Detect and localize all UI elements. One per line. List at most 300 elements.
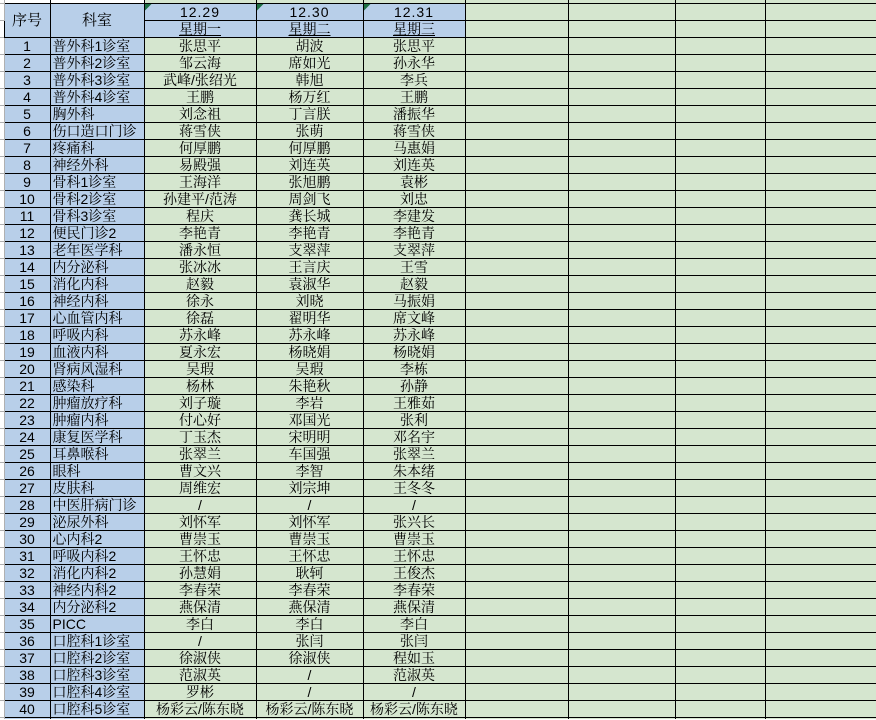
- row-number-cell[interactable]: 4: [4, 89, 50, 106]
- doctor-cell-mon[interactable]: 吴瑕: [144, 361, 256, 378]
- department-cell[interactable]: 骨科3诊室: [50, 208, 144, 225]
- department-cell[interactable]: 消化内科2: [50, 565, 144, 582]
- department-cell[interactable]: 口腔科4诊室: [50, 684, 144, 701]
- department-cell[interactable]: 呼吸内科: [50, 327, 144, 344]
- department-cell[interactable]: 肾病风湿科: [50, 361, 144, 378]
- empty-cell[interactable]: [568, 531, 675, 548]
- empty-cell[interactable]: [675, 429, 765, 446]
- row-number-cell[interactable]: 6: [4, 123, 50, 140]
- doctor-cell-mon[interactable]: 刘子璇: [144, 395, 256, 412]
- empty-cell[interactable]: [675, 684, 765, 701]
- doctor-cell-wed[interactable]: 范淑英: [363, 667, 465, 684]
- empty-cell[interactable]: [765, 55, 876, 72]
- department-cell[interactable]: 神经外科: [50, 157, 144, 174]
- empty-cell[interactable]: [765, 89, 876, 106]
- doctor-cell-tue[interactable]: /: [256, 667, 363, 684]
- empty-cell[interactable]: [765, 616, 876, 633]
- doctor-cell-mon[interactable]: 张思平: [144, 38, 256, 55]
- empty-cell[interactable]: [465, 599, 568, 616]
- empty-cell[interactable]: [568, 361, 675, 378]
- doctor-cell-wed[interactable]: 潘振华: [363, 106, 465, 123]
- empty-cell[interactable]: [568, 38, 675, 55]
- department-cell[interactable]: 老年医学科: [50, 242, 144, 259]
- empty-cell[interactable]: [568, 157, 675, 174]
- row-number-cell[interactable]: 40: [4, 701, 50, 718]
- department-cell[interactable]: 胸外科: [50, 106, 144, 123]
- doctor-cell-tue[interactable]: 朱艳秋: [256, 378, 363, 395]
- doctor-cell-mon[interactable]: 邹云海: [144, 55, 256, 72]
- empty-cell[interactable]: [675, 140, 765, 157]
- empty-cell[interactable]: [675, 55, 765, 72]
- row-number-cell[interactable]: 26: [4, 463, 50, 480]
- doctor-cell-mon[interactable]: 李艳青: [144, 225, 256, 242]
- department-cell[interactable]: 骨科2诊室: [50, 191, 144, 208]
- empty-cell[interactable]: [675, 123, 765, 140]
- header-weekday-wed[interactable]: [363, 21, 465, 38]
- empty-cell[interactable]: [765, 72, 876, 89]
- doctor-cell-tue[interactable]: 刘晓: [256, 293, 363, 310]
- doctor-cell-mon[interactable]: 罗彬: [144, 684, 256, 701]
- empty-cell[interactable]: [568, 667, 675, 684]
- empty-cell[interactable]: [675, 157, 765, 174]
- header-weekday-mon[interactable]: [144, 21, 256, 38]
- doctor-cell-mon[interactable]: 付心好: [144, 412, 256, 429]
- empty-cell[interactable]: [765, 684, 876, 701]
- empty-cell[interactable]: [568, 599, 675, 616]
- row-number-cell[interactable]: 10: [4, 191, 50, 208]
- row-number-cell[interactable]: 30: [4, 531, 50, 548]
- doctor-cell-mon[interactable]: 王海洋: [144, 174, 256, 191]
- empty-cell[interactable]: [675, 378, 765, 395]
- doctor-cell-tue[interactable]: 李白: [256, 616, 363, 633]
- empty-cell[interactable]: [465, 361, 568, 378]
- empty-cell[interactable]: [675, 327, 765, 344]
- empty-cell[interactable]: [675, 582, 765, 599]
- empty-cell[interactable]: [675, 225, 765, 242]
- empty-cell[interactable]: [568, 21, 675, 38]
- empty-cell[interactable]: [765, 38, 876, 55]
- row-number-cell[interactable]: 28: [4, 497, 50, 514]
- empty-cell[interactable]: [765, 174, 876, 191]
- department-cell[interactable]: 便民门诊2: [50, 225, 144, 242]
- doctor-cell-mon[interactable]: /: [144, 497, 256, 514]
- empty-cell[interactable]: [465, 395, 568, 412]
- empty-cell[interactable]: [675, 497, 765, 514]
- doctor-cell-wed[interactable]: /: [363, 684, 465, 701]
- empty-cell[interactable]: [568, 395, 675, 412]
- empty-cell[interactable]: [568, 616, 675, 633]
- doctor-cell-tue[interactable]: 周剑飞: [256, 191, 363, 208]
- doctor-cell-mon[interactable]: 潘永恒: [144, 242, 256, 259]
- doctor-cell-wed[interactable]: 刘连英: [363, 157, 465, 174]
- empty-cell[interactable]: [465, 89, 568, 106]
- empty-cell[interactable]: [765, 327, 876, 344]
- empty-cell[interactable]: [568, 378, 675, 395]
- empty-cell[interactable]: [465, 4, 568, 21]
- doctor-cell-mon[interactable]: 徐永: [144, 293, 256, 310]
- empty-cell[interactable]: [675, 616, 765, 633]
- empty-cell[interactable]: [465, 701, 568, 718]
- doctor-cell-tue[interactable]: 刘连英: [256, 157, 363, 174]
- empty-cell[interactable]: [568, 123, 675, 140]
- doctor-cell-mon[interactable]: 李春荣: [144, 582, 256, 599]
- doctor-cell-mon[interactable]: 张冰冰: [144, 259, 256, 276]
- empty-cell[interactable]: [465, 123, 568, 140]
- empty-cell[interactable]: [765, 378, 876, 395]
- empty-cell[interactable]: [465, 429, 568, 446]
- doctor-cell-mon[interactable]: /: [144, 633, 256, 650]
- empty-cell[interactable]: [568, 293, 675, 310]
- row-number-cell[interactable]: 29: [4, 514, 50, 531]
- empty-cell[interactable]: [765, 106, 876, 123]
- doctor-cell-tue[interactable]: 何厚鹏: [256, 140, 363, 157]
- empty-cell[interactable]: [675, 276, 765, 293]
- empty-cell[interactable]: [675, 310, 765, 327]
- doctor-cell-mon[interactable]: 燕保清: [144, 599, 256, 616]
- empty-cell[interactable]: [465, 55, 568, 72]
- department-cell[interactable]: 肿瘤内科: [50, 412, 144, 429]
- doctor-cell-wed[interactable]: 王怀忠: [363, 548, 465, 565]
- empty-cell[interactable]: [765, 650, 876, 667]
- doctor-cell-wed[interactable]: 孙永华: [363, 55, 465, 72]
- department-cell[interactable]: 皮肤科: [50, 480, 144, 497]
- department-cell[interactable]: 泌尿外科: [50, 514, 144, 531]
- doctor-cell-tue[interactable]: 燕保清: [256, 599, 363, 616]
- doctor-cell-tue[interactable]: 杨彩云/陈东晓: [256, 701, 363, 718]
- doctor-cell-wed[interactable]: 李栋: [363, 361, 465, 378]
- doctor-cell-wed[interactable]: /: [363, 497, 465, 514]
- empty-cell[interactable]: [675, 531, 765, 548]
- doctor-cell-mon[interactable]: 赵毅: [144, 276, 256, 293]
- empty-cell[interactable]: [765, 310, 876, 327]
- row-number-cell[interactable]: 2: [4, 55, 50, 72]
- doctor-cell-tue[interactable]: 王怀忠: [256, 548, 363, 565]
- empty-cell[interactable]: [765, 480, 876, 497]
- department-cell[interactable]: 心内科2: [50, 531, 144, 548]
- doctor-cell-tue[interactable]: 张萌: [256, 123, 363, 140]
- empty-cell[interactable]: [465, 514, 568, 531]
- row-number-cell[interactable]: 21: [4, 378, 50, 395]
- empty-cell[interactable]: [465, 565, 568, 582]
- doctor-cell-tue[interactable]: 张旭鹏: [256, 174, 363, 191]
- empty-cell[interactable]: [765, 667, 876, 684]
- department-cell[interactable]: 神经内科: [50, 293, 144, 310]
- empty-cell[interactable]: [765, 429, 876, 446]
- row-number-cell[interactable]: 18: [4, 327, 50, 344]
- doctor-cell-mon[interactable]: 刘念祖: [144, 106, 256, 123]
- doctor-cell-wed[interactable]: 张翠兰: [363, 446, 465, 463]
- empty-cell[interactable]: [465, 21, 568, 38]
- doctor-cell-wed[interactable]: 赵毅: [363, 276, 465, 293]
- empty-cell[interactable]: [675, 259, 765, 276]
- empty-cell[interactable]: [765, 599, 876, 616]
- empty-cell[interactable]: [675, 548, 765, 565]
- department-cell[interactable]: 内分泌科2: [50, 599, 144, 616]
- empty-cell[interactable]: [675, 650, 765, 667]
- empty-cell[interactable]: [465, 276, 568, 293]
- row-number-cell[interactable]: 24: [4, 429, 50, 446]
- empty-cell[interactable]: [568, 684, 675, 701]
- empty-cell[interactable]: [675, 412, 765, 429]
- empty-cell[interactable]: [465, 633, 568, 650]
- doctor-cell-mon[interactable]: 曹文兴: [144, 463, 256, 480]
- doctor-cell-wed[interactable]: 支翠萍: [363, 242, 465, 259]
- department-cell[interactable]: 普外科2诊室: [50, 55, 144, 72]
- doctor-cell-wed[interactable]: 蒋雪侠: [363, 123, 465, 140]
- doctor-cell-tue[interactable]: 胡波: [256, 38, 363, 55]
- empty-cell[interactable]: [465, 616, 568, 633]
- empty-cell[interactable]: [568, 633, 675, 650]
- doctor-cell-wed[interactable]: 李艳青: [363, 225, 465, 242]
- empty-cell[interactable]: [765, 531, 876, 548]
- doctor-cell-wed[interactable]: 程如玉: [363, 650, 465, 667]
- row-number-cell[interactable]: 11: [4, 208, 50, 225]
- empty-cell[interactable]: [465, 667, 568, 684]
- header-date-wed[interactable]: [363, 4, 465, 21]
- doctor-cell-mon[interactable]: 蒋雪侠: [144, 123, 256, 140]
- empty-cell[interactable]: [568, 446, 675, 463]
- empty-cell[interactable]: [568, 208, 675, 225]
- doctor-cell-wed[interactable]: 杨彩云/陈东晓: [363, 701, 465, 718]
- empty-cell[interactable]: [568, 242, 675, 259]
- empty-cell[interactable]: [765, 412, 876, 429]
- row-number-cell[interactable]: 22: [4, 395, 50, 412]
- empty-cell[interactable]: [765, 293, 876, 310]
- department-cell[interactable]: 口腔科2诊室: [50, 650, 144, 667]
- doctor-cell-tue[interactable]: 刘宗坤: [256, 480, 363, 497]
- header-weekday-tue[interactable]: [256, 21, 363, 38]
- doctor-cell-wed[interactable]: 李白: [363, 616, 465, 633]
- empty-cell[interactable]: [465, 480, 568, 497]
- empty-cell[interactable]: [465, 242, 568, 259]
- department-cell[interactable]: 神经内科2: [50, 582, 144, 599]
- row-number-cell[interactable]: 5: [4, 106, 50, 123]
- doctor-cell-tue[interactable]: 邓国光: [256, 412, 363, 429]
- empty-cell[interactable]: [765, 514, 876, 531]
- doctor-cell-tue[interactable]: 杨晓娟: [256, 344, 363, 361]
- row-number-cell[interactable]: 27: [4, 480, 50, 497]
- empty-cell[interactable]: [465, 531, 568, 548]
- doctor-cell-mon[interactable]: 杨林: [144, 378, 256, 395]
- doctor-cell-mon[interactable]: 徐磊: [144, 310, 256, 327]
- doctor-cell-mon[interactable]: 张翠兰: [144, 446, 256, 463]
- doctor-cell-tue[interactable]: 韩旭: [256, 72, 363, 89]
- empty-cell[interactable]: [675, 4, 765, 21]
- empty-cell[interactable]: [675, 446, 765, 463]
- doctor-cell-tue[interactable]: 李春荣: [256, 582, 363, 599]
- doctor-cell-wed[interactable]: 邓名宇: [363, 429, 465, 446]
- empty-cell[interactable]: [465, 38, 568, 55]
- department-cell[interactable]: 疼痛科: [50, 140, 144, 157]
- doctor-cell-tue[interactable]: 席如光: [256, 55, 363, 72]
- empty-cell[interactable]: [465, 259, 568, 276]
- doctor-cell-wed[interactable]: 朱本绪: [363, 463, 465, 480]
- doctor-cell-mon[interactable]: 夏永宏: [144, 344, 256, 361]
- empty-cell[interactable]: [675, 599, 765, 616]
- doctor-cell-tue[interactable]: 刘怀军: [256, 514, 363, 531]
- empty-cell[interactable]: [675, 480, 765, 497]
- empty-cell[interactable]: [765, 582, 876, 599]
- doctor-cell-mon[interactable]: 苏永峰: [144, 327, 256, 344]
- empty-cell[interactable]: [675, 463, 765, 480]
- empty-cell[interactable]: [675, 191, 765, 208]
- empty-cell[interactable]: [765, 157, 876, 174]
- doctor-cell-mon[interactable]: 易殿强: [144, 157, 256, 174]
- empty-cell[interactable]: [465, 684, 568, 701]
- row-number-cell[interactable]: 37: [4, 650, 50, 667]
- doctor-cell-wed[interactable]: 曹崇玉: [363, 531, 465, 548]
- row-number-cell[interactable]: 7: [4, 140, 50, 157]
- doctor-cell-mon[interactable]: 王鹏: [144, 89, 256, 106]
- empty-cell[interactable]: [765, 361, 876, 378]
- doctor-cell-wed[interactable]: 李兵: [363, 72, 465, 89]
- department-cell[interactable]: 眼科: [50, 463, 144, 480]
- empty-cell[interactable]: [465, 191, 568, 208]
- doctor-cell-tue[interactable]: 支翠萍: [256, 242, 363, 259]
- row-number-cell[interactable]: 23: [4, 412, 50, 429]
- doctor-cell-tue[interactable]: 袁淑华: [256, 276, 363, 293]
- doctor-cell-mon[interactable]: 周维宏: [144, 480, 256, 497]
- empty-cell[interactable]: [765, 242, 876, 259]
- empty-cell[interactable]: [465, 72, 568, 89]
- row-number-cell[interactable]: 8: [4, 157, 50, 174]
- department-cell[interactable]: 骨科1诊室: [50, 174, 144, 191]
- empty-cell[interactable]: [568, 327, 675, 344]
- empty-cell[interactable]: [568, 259, 675, 276]
- doctor-cell-wed[interactable]: 席文峰: [363, 310, 465, 327]
- doctor-cell-wed[interactable]: 张思平: [363, 38, 465, 55]
- doctor-cell-wed[interactable]: 张兴长: [363, 514, 465, 531]
- department-cell[interactable]: 内分泌科: [50, 259, 144, 276]
- empty-cell[interactable]: [568, 225, 675, 242]
- empty-cell[interactable]: [765, 395, 876, 412]
- doctor-cell-tue[interactable]: 车国强: [256, 446, 363, 463]
- empty-cell[interactable]: [568, 191, 675, 208]
- empty-cell[interactable]: [765, 140, 876, 157]
- empty-cell[interactable]: [765, 701, 876, 718]
- doctor-cell-wed[interactable]: 张利: [363, 412, 465, 429]
- department-cell[interactable]: 普外科4诊室: [50, 89, 144, 106]
- empty-cell[interactable]: [675, 106, 765, 123]
- empty-cell[interactable]: [675, 361, 765, 378]
- empty-cell[interactable]: [675, 21, 765, 38]
- empty-cell[interactable]: [675, 344, 765, 361]
- header-row-number[interactable]: 序号: [4, 4, 50, 38]
- department-cell[interactable]: 血液内科: [50, 344, 144, 361]
- doctor-cell-wed[interactable]: 燕保清: [363, 599, 465, 616]
- empty-cell[interactable]: [568, 106, 675, 123]
- row-number-cell[interactable]: 12: [4, 225, 50, 242]
- doctor-cell-wed[interactable]: 张闫: [363, 633, 465, 650]
- empty-cell[interactable]: [465, 497, 568, 514]
- empty-cell[interactable]: [568, 310, 675, 327]
- department-cell[interactable]: 康复医学科: [50, 429, 144, 446]
- row-number-cell[interactable]: 36: [4, 633, 50, 650]
- empty-cell[interactable]: [465, 582, 568, 599]
- empty-cell[interactable]: [568, 429, 675, 446]
- empty-cell[interactable]: [568, 412, 675, 429]
- empty-cell[interactable]: [765, 446, 876, 463]
- doctor-cell-wed[interactable]: 王鹏: [363, 89, 465, 106]
- empty-cell[interactable]: [765, 633, 876, 650]
- doctor-cell-wed[interactable]: 袁彬: [363, 174, 465, 191]
- row-number-cell[interactable]: 25: [4, 446, 50, 463]
- doctor-cell-wed[interactable]: 王雪: [363, 259, 465, 276]
- doctor-cell-wed[interactable]: 王冬冬: [363, 480, 465, 497]
- empty-cell[interactable]: [465, 446, 568, 463]
- empty-cell[interactable]: [765, 21, 876, 38]
- empty-cell[interactable]: [675, 633, 765, 650]
- empty-cell[interactable]: [765, 276, 876, 293]
- doctor-cell-tue[interactable]: 李岩: [256, 395, 363, 412]
- empty-cell[interactable]: [568, 344, 675, 361]
- row-number-cell[interactable]: 38: [4, 667, 50, 684]
- doctor-cell-tue[interactable]: 王言庆: [256, 259, 363, 276]
- empty-cell[interactable]: [765, 344, 876, 361]
- doctor-cell-tue[interactable]: 杨万红: [256, 89, 363, 106]
- doctor-cell-mon[interactable]: 刘怀军: [144, 514, 256, 531]
- empty-cell[interactable]: [675, 293, 765, 310]
- empty-cell[interactable]: [568, 4, 675, 21]
- empty-cell[interactable]: [465, 225, 568, 242]
- empty-cell[interactable]: [568, 650, 675, 667]
- department-cell[interactable]: 耳鼻喉科: [50, 446, 144, 463]
- row-number-cell[interactable]: 35: [4, 616, 50, 633]
- empty-cell[interactable]: [465, 310, 568, 327]
- row-number-cell[interactable]: 34: [4, 599, 50, 616]
- empty-cell[interactable]: [765, 123, 876, 140]
- doctor-cell-mon[interactable]: 曹崇玉: [144, 531, 256, 548]
- empty-cell[interactable]: [568, 514, 675, 531]
- doctor-cell-mon[interactable]: 武峰/张绍光: [144, 72, 256, 89]
- empty-cell[interactable]: [765, 4, 876, 21]
- empty-cell[interactable]: [765, 463, 876, 480]
- empty-cell[interactable]: [568, 140, 675, 157]
- empty-cell[interactable]: [465, 293, 568, 310]
- empty-cell[interactable]: [765, 191, 876, 208]
- department-cell[interactable]: 普外科1诊室: [50, 38, 144, 55]
- doctor-cell-wed[interactable]: 李建发: [363, 208, 465, 225]
- empty-cell[interactable]: [765, 208, 876, 225]
- empty-cell[interactable]: [465, 378, 568, 395]
- empty-cell[interactable]: [568, 480, 675, 497]
- doctor-cell-tue[interactable]: 曹崇玉: [256, 531, 363, 548]
- empty-cell[interactable]: [568, 582, 675, 599]
- row-number-cell[interactable]: 1: [4, 38, 50, 55]
- empty-cell[interactable]: [568, 276, 675, 293]
- empty-cell[interactable]: [568, 89, 675, 106]
- department-cell[interactable]: 普外科3诊室: [50, 72, 144, 89]
- empty-cell[interactable]: [465, 650, 568, 667]
- empty-cell[interactable]: [765, 565, 876, 582]
- department-cell[interactable]: 中医肝病门诊: [50, 497, 144, 514]
- row-number-cell[interactable]: 9: [4, 174, 50, 191]
- doctor-cell-mon[interactable]: 杨彩云/陈东晓: [144, 701, 256, 718]
- doctor-cell-tue[interactable]: 龚长城: [256, 208, 363, 225]
- row-number-cell[interactable]: 39: [4, 684, 50, 701]
- doctor-cell-tue[interactable]: 宋明明: [256, 429, 363, 446]
- doctor-cell-tue[interactable]: 丁言朕: [256, 106, 363, 123]
- doctor-cell-mon[interactable]: 丁玉杰: [144, 429, 256, 446]
- doctor-cell-tue[interactable]: 吴瑕: [256, 361, 363, 378]
- row-number-cell[interactable]: 3: [4, 72, 50, 89]
- header-department[interactable]: 科室: [50, 4, 144, 38]
- department-cell[interactable]: 肿瘤放疗科: [50, 395, 144, 412]
- doctor-cell-mon[interactable]: 范淑英: [144, 667, 256, 684]
- department-cell[interactable]: 伤口造口门诊: [50, 123, 144, 140]
- department-cell[interactable]: 口腔科1诊室: [50, 633, 144, 650]
- empty-cell[interactable]: [568, 548, 675, 565]
